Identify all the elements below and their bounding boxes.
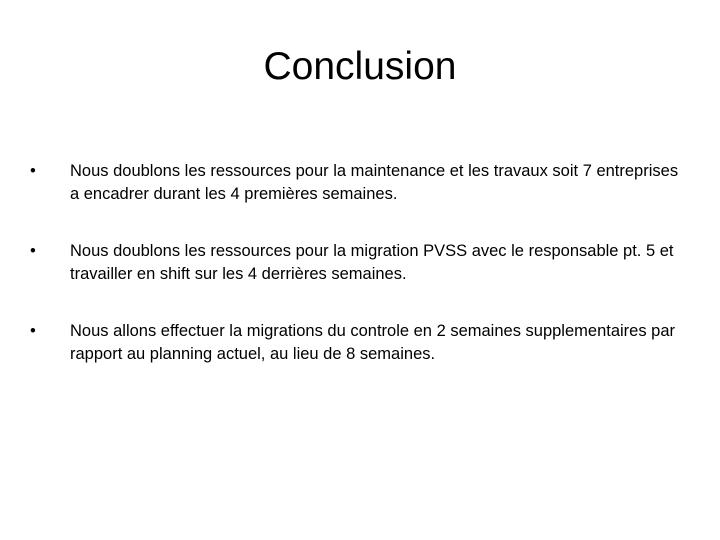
slide-title: Conclusion — [263, 45, 457, 88]
bullet-icon: • — [30, 242, 36, 260]
bullet-item-3 — [30, 320, 690, 366]
bullet-text: Nous allons effectuer la migrations du controle en 2 semaines supplementaires par rapport au planning actuel, au lieu de 8 semaines. — [70, 322, 676, 363]
bullet-icon: • — [30, 322, 36, 340]
bullet-text: Nous doublons les ressources pour la migration PVSS avec le responsable pt. 5 et travailler en shift sur les 4 derrières semaines. — [70, 242, 674, 283]
bullet-item-2 — [30, 240, 690, 286]
bullet-icon: • — [30, 162, 36, 180]
bullet-text: Nous doublons les ressources pour la maintenance et les travaux soit 7 entreprises a encadrer durant les 4 premières semaines. — [70, 162, 679, 203]
bullet-list — [30, 160, 690, 400]
bullet-item-1 — [30, 160, 690, 206]
